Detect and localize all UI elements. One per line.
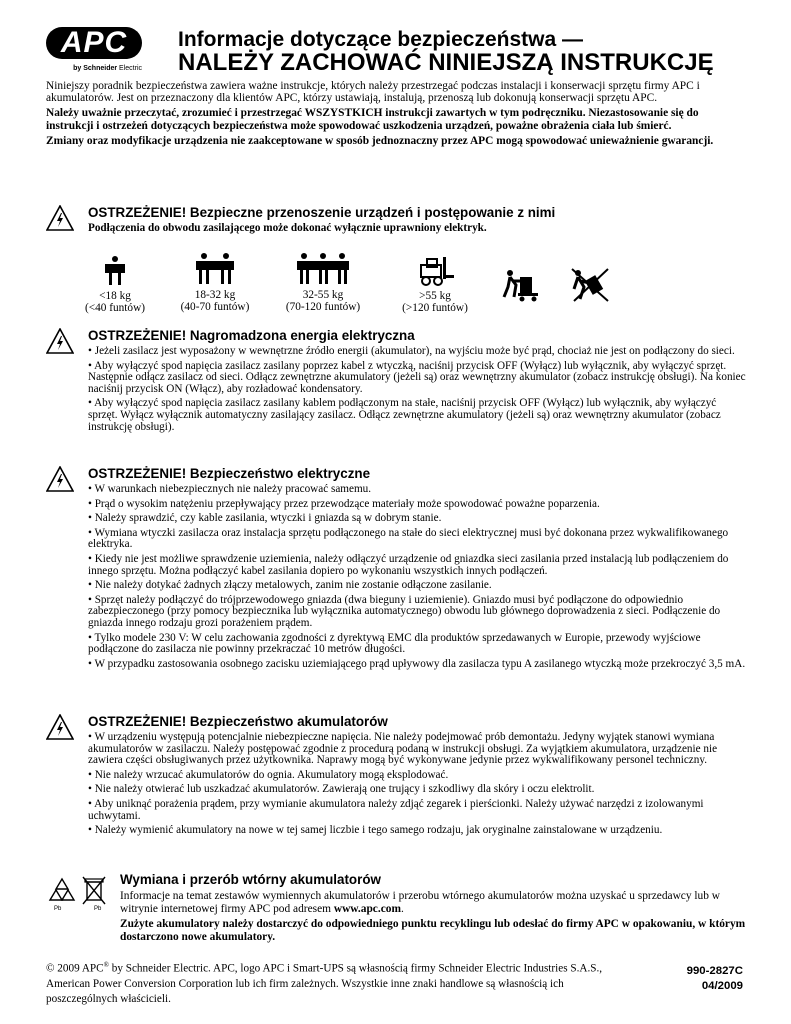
electric-hazard-icon [46, 714, 74, 740]
section-electrical-safety [46, 466, 750, 706]
recycling-body [120, 890, 750, 946]
list-item: • Aby wyłączyć spod napięcia zasilacz zasilany kablem podłączonym na stałe, naciśnij przycisk OFF (Wyłącz) lub wyłącznik, aby wyłączyć sprzęt. Wyłącz wyłącznik automatyczny zasilający zasilacz. Odłącz zewnętrzne akumulatory (jeżeli są) oraz wewnętrzny akumulator (zobacz instrukcję obsługi). [88, 397, 721, 433]
no-tipping-icon [570, 267, 610, 303]
section-list [88, 346, 748, 436]
schneider-tagline [46, 65, 142, 72]
document-date: 04/2009 [701, 980, 743, 992]
list-item: • Sprzęt należy podłączyć do trójprzewodowego gniazda (dwa bieguny i uziemienie). Gniazdo musi być podłączone do odpowiednio zabezpieczonego (przy pomocy bezpiecznika lub wyłącznika automatycznego) obwodu lub głównego doprowadzenia z sieci. Podłączenie do gniazda innego rodzaju grozi porażeniem prądem. [88, 593, 721, 629]
lifting-weights [80, 255, 640, 317]
recycling-info-text: Informacje na temat zestawów wymiennych akumulatorów i przerobu wtórnego akumulatorów można uzyskać u sprzedawcy lub w witrynie internetowej firmy APC pod adresem [120, 890, 721, 915]
copyright-footer [46, 958, 606, 1007]
section-title: OSTRZEŻENIE! Nagromadzona energia elektryczna [88, 328, 415, 343]
electric-hazard-icon [46, 205, 74, 231]
list-item: • Aby wyłączyć spod napięcia zasilacz zasilany poprzez kabel z wtyczką, naciśnij przycisk OFF (Wyłącz) lub wyłącznik, aby wyłączyć sprzęt. Następnie odłącz zasilacz od sieci. Odłącz zewnętrzne akumulatory (jeżeli są) oraz wewnętrzny akumulator (zobacz instrukcję obsługi). Na koniec naciśnij przycisk ON (Włącz), aby rozładować kondensatory. [88, 359, 746, 395]
list-item: • Nie należy wrzucać akumulatorów do ognia. Akumulatory mogą eksplodować. [88, 768, 449, 781]
recycling-info-end: . [400, 902, 404, 915]
weight-one-person [80, 255, 150, 314]
section-title: OSTRZEŻENIE! Bezpieczeństwo elektryczne [88, 466, 371, 481]
list-item: • Aby uniknąć porażenia prądem, przy wymianie akumulatora należy zdjąć zegarek i pierścionki. Należy używać narzędzi z izolowanymi uchwytami. [88, 797, 704, 822]
section-list [88, 484, 748, 673]
logo-by-text: by Schneider [73, 65, 118, 72]
recycling-instruction: Zużyte akumulatory należy dostarczyć do odpowiedniego punktu recyklingu lub odesłać do firmy APC w opakowaniu, w którym dostarczono nowe akumulatory. [120, 918, 746, 943]
list-item: • Należy wymienić akumulatory na nowe w tej samej liczbie i tego samego rodzaju, jak oryginalne zainstalowane w urządzeniu. [88, 824, 663, 837]
list-item: • Prąd o wysokim natężeniu przepływający przez przewodzące materiały może spowodować poważne poparzenia. [88, 497, 600, 510]
one-person-lift-icon [98, 255, 132, 287]
weight-lb: (40-70 funtów) [180, 301, 250, 313]
weight-kg: 18-32 kg [194, 289, 236, 301]
logo-electric-text: Electric [119, 65, 142, 72]
list-item: • Wymiana wtyczki zasilacza oraz instalacja sprzętu podłączonego na stałe do sieci elektrycznej musi być dokonana przez wykwalifikowanego elektryka. [88, 526, 729, 551]
electric-hazard-icon [46, 466, 74, 492]
list-item: • Nie należy dotykać żadnych złączy metalowych, zanim nie zostanie odłączone zasilanie. [88, 579, 492, 592]
registered-mark: ® [103, 961, 109, 969]
weight-lb: (<40 funtów) [84, 302, 146, 314]
section-title: Wymiana i przerób wtórny akumulatorów [120, 872, 381, 887]
document-number: 990-2827C [686, 965, 743, 977]
pb-label: Pb [94, 906, 102, 912]
list-item: • Tylko modele 230 V: W celu zachowania zgodności z dyrektywą EMC dla produktów sprzedawanych w Europie, przewody wyjściowe podłączone do zasilacza nie powinny przekraczać 10 metrów długości. [88, 631, 701, 656]
list-item: • Należy sprawdzić, czy kable zasilania, wtyczki i gniazda są w dobrym stanie. [88, 512, 442, 525]
weight-kg: <18 kg [99, 290, 131, 302]
forklift-icon [415, 255, 455, 287]
intro-warranty: Zmiany oraz modyfikacje urządzenia nie zaakceptowane w sposób jednoznaczny przez APC mogą spowodować unieważnienie gwarancji. [46, 134, 714, 147]
weight-kg: >55 kg [419, 290, 451, 302]
section-list [88, 732, 748, 840]
recycle-icon [48, 876, 76, 906]
weight-lb: (70-120 funtów) [285, 301, 361, 313]
intro-paragraph: Niniejszy poradnik bezpieczeństwa zawiera ważne instrukcje, których należy przestrzegać podczas instalacji i konserwacji sprzętu firmy APC i akumulatorów. Jest on przeznaczony dla klientów APC, którzy ustawiają, instalują, przenoszą lub dokonują konserwacji sprzętu APC. [46, 80, 700, 105]
list-item: • Jeżeli zasilacz jest wyposażony w wewnętrzne źródło energii (akumulator), na wyjściu może być prąd, chociaż nie jest on podłączony do sieci. [88, 345, 735, 357]
pb-label: Pb [54, 906, 62, 912]
three-person-lift-icon [295, 252, 351, 286]
intro-warning: Należy uważnie przeczytać, zrozumieć i przestrzegać WSZYSTKICH instrukcji zawartych w tym podręczniku. Niezastosowanie się do instrukcji i ostrzeżeń dotyczących bezpieczeństwa może spowodować uszkodzenia urządzeń, poważne obrażenia ciała lub śmierć. [46, 107, 699, 132]
weight-kg: 32-55 kg [302, 289, 344, 301]
weight-three-person [273, 252, 373, 313]
list-item: • W przypadku zastosowania osobnego zacisku uziemiającego prąd upływowy dla zasilacza typu A zasilanego wtyczką może przekroczyć 3,5 mA. [88, 657, 746, 670]
copyright-start: © 2009 APC [46, 962, 104, 975]
list-item: • W warunkach niebezpiecznych nie należy pracować samemu. [88, 483, 372, 495]
electric-hazard-icon [46, 328, 74, 354]
copyright-text: by Schneider Electric. APC, logo APC i Smart-UPS są własnością firmy Schneider Electric Industries S.A.S., American Power Conversion Corporation lub ich firm zależnych. Wszystkie inne znaki handlowe są własnością ich poszczególnych właścicieli. [46, 962, 603, 1005]
apc-website-link[interactable]: www.apc.com [333, 902, 401, 915]
electrician-note: Podłączenia do obwodu zasilającego może dokonać wyłącznie uprawniony elektryk. [88, 222, 487, 234]
intro [46, 80, 746, 150]
list-item: • Nie należy otwierać lub uszkadzać akumulatorów. Zawierają one trujący i szkodliwy dla skóry i oczu elektrolit. [88, 783, 595, 796]
cart-push-icon [502, 269, 540, 303]
page-title-line2: NALEŻY ZACHOWAĆ NINIEJSZĄ INSTRUKCJĘ [178, 49, 714, 76]
section-battery-safety [46, 714, 750, 866]
section-title: OSTRZEŻENIE! Bezpieczeństwo akumulatorów [88, 714, 388, 729]
weight-lb: (>120 funtów) [402, 302, 468, 314]
weight-two-person [170, 252, 260, 313]
recycling-info [120, 890, 750, 915]
apc-logo-mark: APC [46, 27, 142, 59]
page-title-line1: Informacje dotyczące bezpieczeństwa — [178, 28, 583, 51]
weight-forklift [390, 255, 480, 314]
document-id [687, 964, 743, 994]
section-title: OSTRZEŻENIE! Bezpieczne przenoszenie urządzeń i postępowanie z nimi [88, 205, 556, 220]
section-recycling [78, 872, 750, 948]
list-item: • Kiedy nie jest możliwe sprawdzenie uziemienia, należy odłączyć urządzenie od gniazdka sieci zasilania przed instalacją lub podłączeniem do innego sprzętu. Można podłączyć kabel zasilania dopiero po wykonaniu wszystkich innych podłączeń. [88, 552, 729, 577]
section-stored-energy [46, 328, 750, 460]
apc-logo [46, 27, 142, 72]
list-item: • W urządzeniu występują potencjalnie niebezpieczne napięcia. Nie należy podejmować prób demontażu. Jedyny wyjątek stanowi wymiana akumulatorów w zasilaczu. Należy postępować zgodnie z procedurą podaną w instrukcji obsługi. Za wyjątkiem akumulatora, urządzenie nie zawiera części obsługiwanych przez użytkownika. Naprawy mogą być wykonywane jedynie przez wykwalifikowany personel techniczny. [88, 731, 718, 767]
two-person-lift-icon [193, 252, 237, 286]
